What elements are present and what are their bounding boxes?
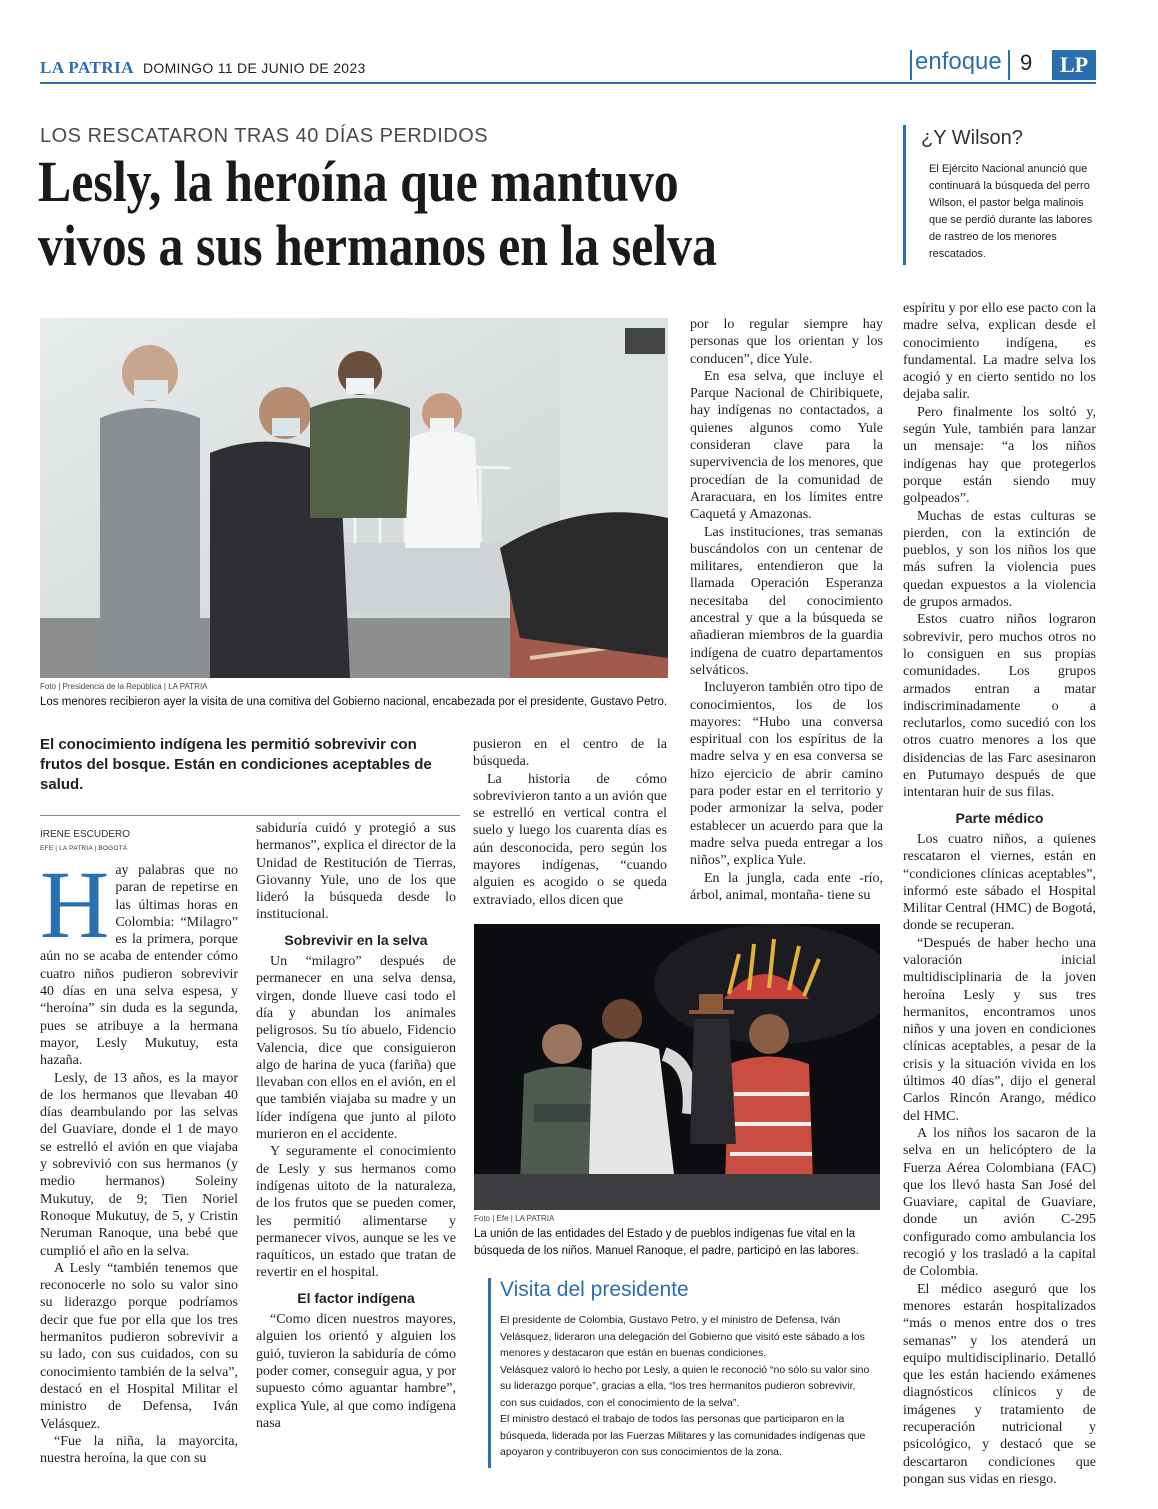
paragraph: El médico aseguró que los menores estarán hospitalizados “más o menos entre dos o tres semanas” y los atenderá un equipo multidisciplinario. Detalló que les están haciendo exámenes diagnósticos clínicos y de imágenes y tratamiento de recuperación nutricional y psicológico, y destacó que se descartaron condiciones que pongan sus vidas en riesgo. bbox=[903, 1281, 1096, 1487]
paragraph: Lesly, de 13 años, es la mayor de los hermanos que llevaban 40 días deambulando por las selvas del Guaviare, donde el 1 de mayo se estrelló el avión en que viajaba y sobrevivió con sus hermanos (y medio hermanos) Soleiny Mukutuy, de 9; Tien Noriel Ronoque Mukutuy, de 5, y Cristin Neruman Ranoque, una bebé que cumplió el año en la selva. bbox=[40, 1070, 238, 1259]
article-column-5 bbox=[903, 300, 1096, 1488]
president-visit-box bbox=[488, 1278, 878, 1470]
article-column-4 bbox=[690, 316, 883, 904]
paragraph: En esa selva, que incluye el Parque Nacional de Chiribiquete, hay indígenas no contactados, a quienes algunos como Yule consideran clave para la supervivencia de los menores, que procedían de la comunidad de Araracuara, en los límites entre Caquetá y Amazonas. bbox=[690, 368, 883, 523]
article-column-3 bbox=[473, 736, 667, 909]
visit-box-title: Visita del presidente bbox=[500, 1278, 689, 1301]
paragraph: pusieron en el centro de la búsqueda. bbox=[473, 737, 667, 770]
sidebar-accent-bar bbox=[903, 125, 906, 265]
paragraph-text: ay palabras que no paran de repetirse en las últimas horas en Colombia: “Milagro” es la primera, porque aún no se acaba de entender cómo cuatro niños pudieron sobrevivir 40 días en una selva espesa, y “heroína” sin duda es la segunda, pues se atribuye a la hermana mayor, Lesly Mukutuy, esta hazaña. bbox=[40, 863, 238, 1069]
sidebar-body: El Ejército Nacional anunció que continuará la búsqueda del perro Wilson, el pastor belga malinois que se perdió durante las labores de rastreo de los menores rescatados. bbox=[929, 163, 1093, 260]
subheading: El factor indígena bbox=[297, 1289, 415, 1306]
article-kicker: LOS RESCATARON TRAS 40 DÍAS PERDIDOS bbox=[40, 125, 489, 147]
headline-line: Lesly, la heroína que mantuvo bbox=[38, 149, 679, 214]
page-number: 9 bbox=[1020, 50, 1033, 75]
section-divider bbox=[1008, 50, 1010, 80]
byline-author: IRENE ESCUDERO bbox=[40, 829, 131, 840]
deck-rule bbox=[40, 815, 460, 816]
section-divider bbox=[910, 50, 912, 80]
paragraph: Un “milagro” después de permanecer en una selva densa, virgen, donde llueve casi todo el día y abundan los animales peligrosos. Su tío abuelo, Fidencio Valencia, dice que consiguieron algo de harina de yuca (fariña) que llevaban con ellos en el avión, en el que también viajaba su madre y un líder indígena que junto al piloto murieron en el accidente. bbox=[256, 954, 456, 1143]
visit-box-body bbox=[500, 1312, 870, 1461]
paragraph: “Como dicen nuestros mayores, alguien los orientó y alguien los guió, tuvieron la sabiduría de cómo poder comer, conseguir agua, y por supuesto cómo aguantar hambre”, explica Yule, al que como indígena nasa bbox=[256, 1312, 456, 1431]
hospital-visit-photo bbox=[40, 318, 668, 678]
photo-credit: Foto | Efe | LA PATRIA bbox=[474, 1214, 555, 1223]
publication-date: DOMINGO 11 DE JUNIO DE 2023 bbox=[143, 60, 366, 76]
article-headline bbox=[38, 150, 778, 278]
article-column-1 bbox=[40, 851, 238, 1467]
paragraph: El presidente de Colombia, Gustavo Petro, y el ministro de Defensa, Iván Velásquez, lideraron una delegación del Gobierno que visitó este sábado a los menores y destacaron que están en buenas condiciones. bbox=[500, 1314, 865, 1359]
article-column-2 bbox=[256, 820, 456, 1432]
paragraph: Las instituciones, tras semanas buscándolos con un centenar de militares, entendieron que la llamada Operación Esperanza necesitaba del conocimiento ancestral y que a la búsqueda se añadieran miembros de la guardia indígena de cuatro departamentos selváticos. bbox=[690, 524, 883, 678]
header-rule bbox=[40, 82, 1096, 84]
photo-credit: Foto | Presidencia de la República | LA PATRIA bbox=[40, 682, 208, 691]
lp-logo: LP bbox=[1052, 50, 1096, 80]
section-name: enfoque bbox=[915, 48, 1002, 75]
paragraph bbox=[40, 851, 238, 1070]
paragraph: A Lesly “también tenemos que reconocerle no solo su valor sino su liderazgo porque podríamos decir que fue por ella que los tres hermanitos pudieron sobrevivir a su lado, con sus cuidados, con su conocimiento también de la selva”, destacó en el Hospital Militar el ministro de Defensa, Iván Velásquez. bbox=[40, 1260, 238, 1432]
drop-cap: H bbox=[40, 851, 110, 958]
subheading: Parte médico bbox=[955, 809, 1044, 826]
paragraph: La historia de cómo sobrevivieron tanto a un avión que se estrelló en vertical contra el suelo y luego los cuarenta días es aún desconocida, pero según los mayores indígenas, “cuando alguien es acogido o se queda extraviado, ellos dicen que bbox=[473, 771, 668, 908]
paragraph: Los cuatro niños, a quienes rescataron el viernes, están en “condiciones clínicas aceptables”, informó este sábado el Hospital Militar Central (HMC) de Bogotá, donde se recuperan. bbox=[903, 831, 1096, 934]
sidebar-box bbox=[903, 125, 1098, 265]
paragraph: El ministro destacó el trabajo de todos las personas que participaron en la búsqueda, liderada por las Fuerzas Militares y las comunidades indígenas que apoyaron y contribuyeron con sus conocimientos de la zona. bbox=[500, 1413, 866, 1458]
visit-box-accent-bar bbox=[488, 1278, 491, 1468]
paragraph: sabiduría cuidó y protegió a sus hermanos”, explica el director de la Unidad de Restitución de Tierras, Giovanny Yule, uno de los que lideró la búsqueda desde lo institucional. bbox=[256, 821, 456, 923]
paragraph: “Fue la niña, la mayorcita, nuestra heroína, la que con su bbox=[40, 1433, 238, 1467]
paragraph: por lo regular siempre hay personas que los orientan y los conducen”, dice Yule. bbox=[690, 317, 883, 367]
paragraph: “Después de haber hecho una valoración inicial multidisciplinaria de la joven heroína Lesly y sus tres hermanitos, encontramos unos niños y una joven en condiciones clínicas aceptables, a pesar de la crisis y la situación vivida en los últimos 40 días”, dijo el general Carlos Rincón Arango, médico del HMC. bbox=[903, 935, 1096, 1124]
article-deck: El conocimiento indígena les permitió sobrevivir con frutos del bosque. Están en condiciones aceptables de salud. bbox=[40, 736, 432, 793]
indigenous-leaders-photo bbox=[474, 924, 880, 1210]
subheading: Sobrevivir en la selva bbox=[284, 931, 428, 948]
paragraph: Pero finalmente los soltó y, según Yule, también para lanzar un mensaje: “a los niños indígenas hay que protegerlos porque están siendo muy golpeados”. bbox=[903, 404, 1096, 507]
paragraph: Y seguramente el conocimiento de Lesly y sus hermanos como indígenas uitoto de la naturaleza, de los frutos que se pueden comer, les permitió alimentarse y permanecer vivos, aunque se les ve raquíticos, un estado que tratan de revertir en el hospital. bbox=[256, 1144, 456, 1281]
paragraph: Estos cuatro niños lograron sobrevivir, pero muchos otros no lo consiguen en sus propias comunidades. Los grupos armados entran a matar indiscriminadamente o a reclutarlos, como sucedió con los otros cuatro menores a los que disidencias de las Farc asesinaron en Putumayo después de que intentaran huir de sus filas. bbox=[903, 612, 1096, 801]
photo-caption: Los menores recibieron ayer la visita de una comitiva del Gobierno nacional, encabezada por el presidente, Gustavo Petro. bbox=[40, 696, 668, 708]
headline-line: vivos a sus hermanos en la selva bbox=[38, 213, 717, 278]
paragraph: Muchas de estas culturas se pierden, con la extinción de pueblos, y son los niños los que más sufren la violencia pues quedan expuestos a la violencia de grupos armados. bbox=[903, 508, 1096, 611]
paragraph: Velásquez valoró lo hecho por Lesly, a quien le reconoció “no sólo su valor sino su liderazgo porque”, gracias a ella, “los tres hermanitos pudieron sobrevivir, con sus cuidados, con el conocimiento de la selva”. bbox=[500, 1363, 870, 1409]
paragraph: A los niños los sacaron de la selva en un helicóptero de la Fuerza Aérea Colombiana (FAC) que los llevó hasta San José del Guaviare, capital de Guaviare, donde un avión C-295 configurado como ambulancia los recogió y los trasladó a la capital de Colombia. bbox=[903, 1125, 1096, 1280]
paragraph: En la jungla, cada ente -río, árbol, animal, montaña- tiene su bbox=[690, 870, 883, 903]
masthead: LA PATRIA bbox=[40, 58, 135, 77]
photo-caption: La unión de las entidades del Estado y de pueblos indígenas fue vital en la búsqueda de los niños. Manuel Ranoque, el padre, participó en las labores. bbox=[474, 1228, 859, 1257]
byline-source: EFE | LA PATRIA | BOGOTÁ bbox=[40, 845, 128, 852]
paragraph: Incluyeron también otro tipo de conocimientos, los de los mayores: “Hubo una conversa espiritual con los espíritus de la madre selva y en esa conversa se hizo ejercicio de abrir camino para poder estar en el territorio y poder armonizar la selva, poder establecer un acuerdo para que la madre selva pueda entregar a los niños”, explica Yule. bbox=[690, 680, 883, 869]
paragraph: espíritu y por ello ese pacto con la madre selva, explican desde el conocimiento indígena, es fundamental. La madre selva los acogió y en cierto sentido no los dejaba salir. bbox=[903, 301, 1096, 403]
sidebar-title: ¿Y Wilson? bbox=[921, 127, 1023, 149]
